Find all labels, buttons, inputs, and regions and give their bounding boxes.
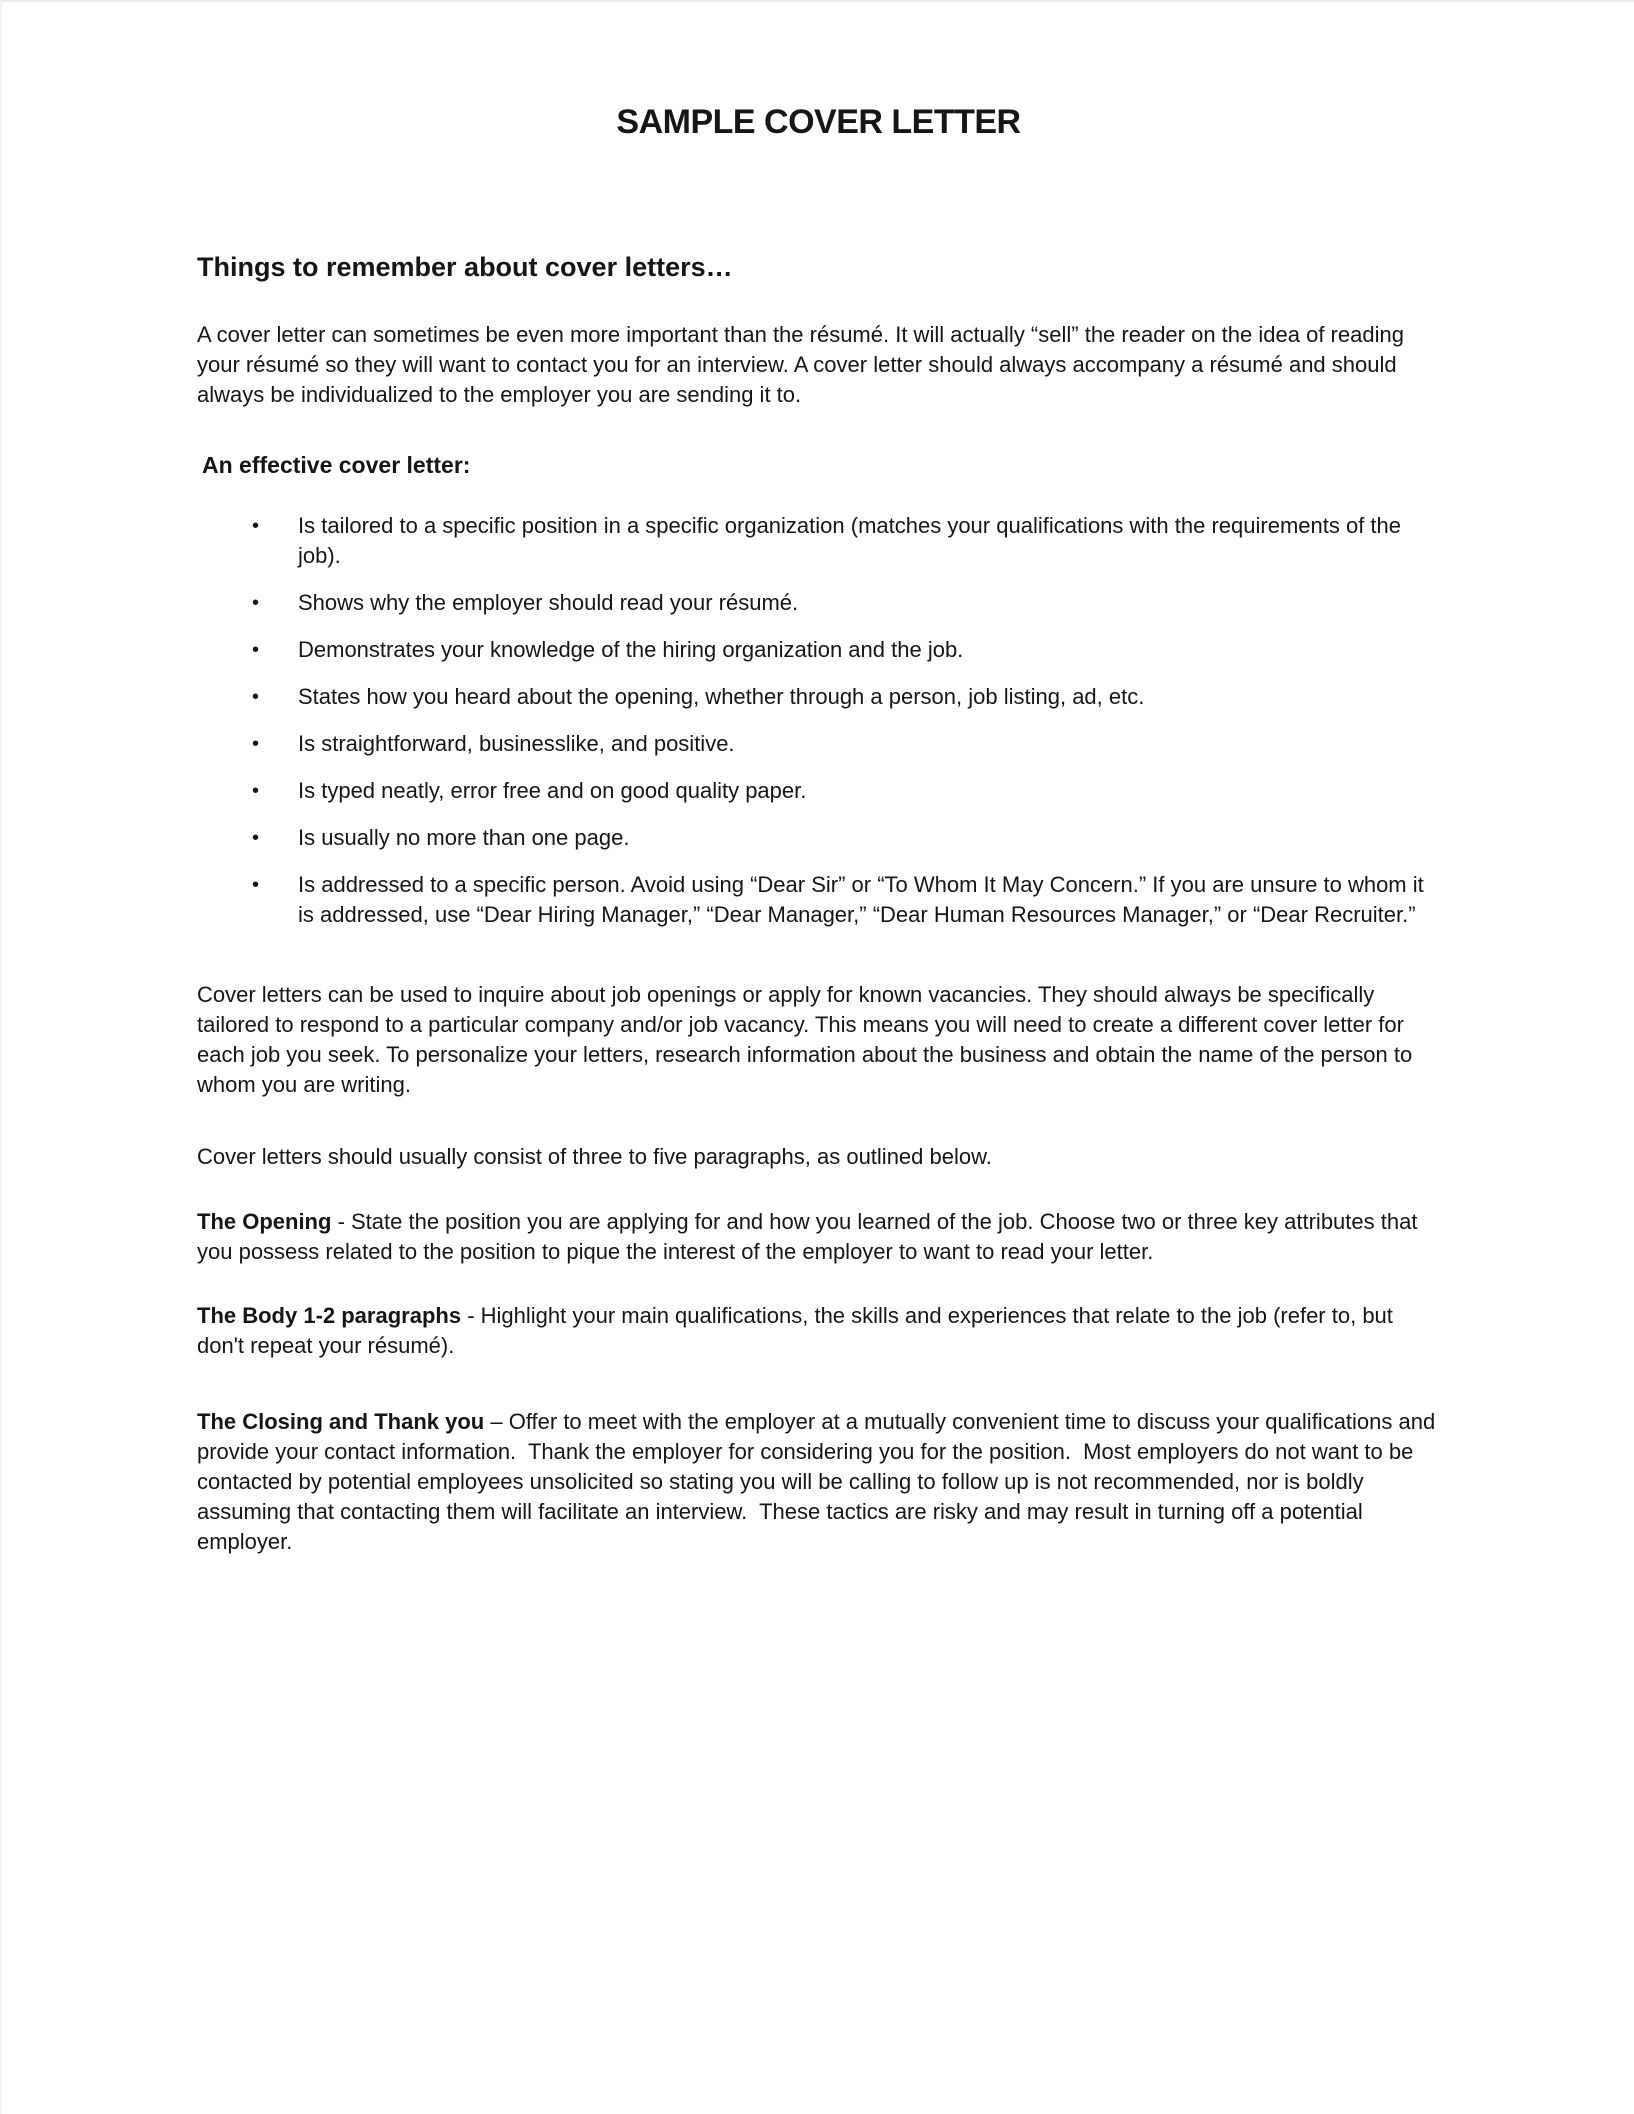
bullet-icon: • — [252, 686, 260, 708]
list-item — [252, 823, 1440, 853]
effective-cover-letter-heading: An effective cover letter: — [202, 452, 471, 478]
bullet-icon: • — [252, 515, 260, 537]
list-item — [252, 511, 1440, 571]
bullet-icon: • — [252, 639, 260, 661]
list-item — [252, 682, 1440, 712]
bullet-icon: • — [252, 733, 260, 755]
body-lead: The Body 1-2 paragraphs — [197, 1303, 462, 1328]
list-item-text: Shows why the employer should read your résumé. — [298, 590, 799, 615]
bullet-icon: • — [252, 874, 260, 896]
effective-letter-bullet-list — [197, 511, 1440, 930]
list-item-text: Is tailored to a specific position in a specific organization (matches your qualifications with the requirements of the job). — [298, 513, 1408, 568]
document-content — [2, 2, 1634, 1557]
closing-paragraph — [197, 1407, 1440, 1557]
opening-lead: The Opening — [197, 1209, 332, 1234]
bullet-icon: • — [252, 827, 260, 849]
list-item — [252, 776, 1440, 806]
list-item — [252, 635, 1440, 665]
outline-paragraph: Cover letters should usually consist of three to five paragraphs, as outlined below. — [197, 1144, 992, 1169]
list-item — [252, 729, 1440, 759]
body-text: - Highlight your main qualifications, the skills and experiences that relate to the job (refer to, but don't repeat your résumé). — [197, 1303, 1400, 1358]
opening-paragraph — [197, 1207, 1440, 1267]
opening-text: - State the position you are applying for and how you learned of the job. Choose two or three key attributes that you possess related to the position to pique the interest of the employer to want to read your letter. — [197, 1209, 1424, 1264]
intro-paragraph: A cover letter can sometimes be even more important than the résumé. It will actually “sell” the reader on the idea of reading your résumé so they will want to contact you for an interview. A cover letter should always accompany a résumé and should always be individualized to the employer you are sending it to. — [197, 322, 1411, 407]
list-item — [252, 870, 1440, 930]
list-item-text: States how you heard about the opening, whether through a person, job listing, ad, etc. — [298, 684, 1145, 709]
list-item — [252, 588, 1440, 618]
things-to-remember-heading: Things to remember about cover letters… — [197, 252, 733, 282]
list-item-text: Is typed neatly, error free and on good quality paper. — [298, 778, 807, 803]
bullet-icon: • — [252, 780, 260, 802]
body-paragraph — [197, 1301, 1440, 1361]
closing-lead: The Closing and Thank you — [197, 1409, 485, 1434]
list-item-text: Demonstrates your knowledge of the hiring organization and the job. — [298, 637, 964, 662]
list-item-text: Is addressed to a specific person. Avoid using “Dear Sir” or “To Whom It May Concern.” If you are unsure to whom it is addressed, use “Dear Hiring Manager,” “Dear Manager,” “Dear Human Resources Manager,” or “Dear Recruiter.” — [298, 872, 1430, 927]
closing-text: – Offer to meet with the employer at a mutually convenient time to discuss your qualifications and provide your contact information. Thank the employer for considering you for the position. Most employers do not want to be contacted by potential employees unsolicited so stating you will be calling to follow up is not recommended, nor is boldly assuming that contacting them will facilitate an interview. These tactics are risky and may result in turning off a potential employer. — [197, 1409, 1442, 1554]
list-item-text: Is straightforward, businesslike, and positive. — [298, 731, 735, 756]
vacancies-paragraph: Cover letters can be used to inquire about job openings or apply for known vacancies. They should always be specifically tailored to respond to a particular company and/or job vacancy. This means you will need to create a different cover letter for each job you seek. To personalize your letters, research information about the business and obtain the name of the person to whom you are writing. — [197, 982, 1419, 1097]
bullet-icon: • — [252, 592, 260, 614]
document-title: SAMPLE COVER LETTER — [616, 103, 1021, 141]
list-item-text: Is usually no more than one page. — [298, 825, 630, 850]
